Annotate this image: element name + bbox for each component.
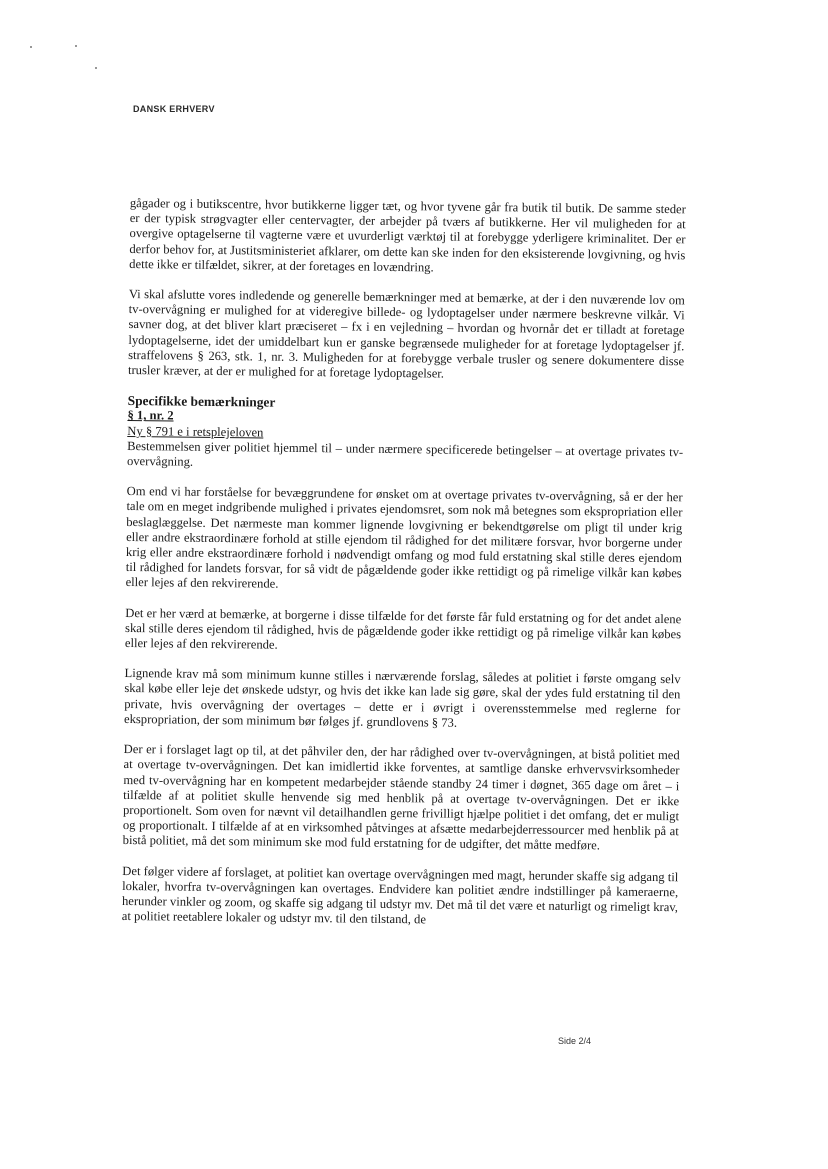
paragraph: Lignende krav må som minimum kunne stilles i nærværende forslag, således at politiet i første omgang selv skal købe eller leje det ønskede udstyr, og hvis det ikke kan lade sig gøre, skal der ydes fuld erstatning til den private, hvis overvågning der overtages – dette er i øvrigt i overensstemmelse med reglerne for ekspropriation, der som minimum bør følges jf. grundlovens § 73. [123,666,681,730]
section-intro: Bestemmelsen giver politiet hjemmel til – under nærmere specificerede betingelser – at overtage privates tv-overvågning. [126,438,684,469]
scan-speck [75,45,77,47]
paragraph: gågader og i butikscentre, hvor butikkerne ligger tæt, og hvor tyvene går fra butik til butik. De samme steder er der typisk strøgvagter eller centervagter, der arbejder på tværs af butikkerne. Her vil muligheden for at overgive optagelserne til vagterne være et uvurderligt værktøj til at forebygge yderligere kriminalitet. Der er derfor behov for, at Justitsministeriet afklarer, om dette kan ske inden for den eksisterende lovgivning, og hvis dette ikke er tilfældet, sikrer, at der foretages en lovændring. [129,196,686,275]
scan-speck [95,67,97,69]
paragraph: Det følger videre af forslaget, at politiet kan overtage overvågningen med magt, herunder skaffe sig adgang til lokaler, hvorfra tv-overvågningen kan overtages. Endvidere kan politiet ændre indstillinger på kameraerne, herunder vinkler og zoom, og skaffe sig adgang til udstyr mv. Det må til det være et naturligt og rimeligt krav, at politiet reetablere lokaler og udstyr mv. til den tilstand, de [121,863,679,927]
section-reference: Ny § 791 e i retsplejeloven [127,423,264,440]
paragraph: Det er her værd at bemærke, at borgerne i disse tilfælde for det første får fuld erstatning og for det andet alene skal stille deres ejendom til rådighed, hvis de pågældende goder ikke rettidigt og på rimelige vilkår kan købes eller lejes af den rekvirerende. [124,605,682,652]
paragraph: Der er i forslaget lagt op til, at det påhviler den, der har rådighed over tv-overvågningen, at bistå politiet med at overtage tv-overvågningen. Det kan imidlertid ikke forventes, at samtlige danske erhvervsvirksomheder med tv-overvågning har en kompetent medarbejder stående standby 24 timer i døgnet, 365 dage om året – i tilfælde af at politiet skulle henvende sig med henblik på at overtage tv-overvågningen. Det er ikke proportionelt. Som oven for nævnt vil detailhandlen gerne frivilligt hjælpe politiet i det omfang, det er muligt og proportionalt. I tilfælde af at en virksomhed påtvinges at afsætte medarbejderressourcer med henblik på at bistå politiet, må det som minimum ske mod fuld erstatning for de udgifter, det måtte medføre. [122,742,680,853]
paragraph: Om end vi har forståelse for bevæggrundene for ønsket om at overtage privates tv-overvågning, så er der her tale om en meget indgribende mulighed i privates ejendomsret, som nok må betegnes som ekspropriation eller beslaglæggelse. Det nærmeste man kommer lignende lovgivning er bekendtgørelse om pligt til under krig eller andre ekstraordinære forhold at stille ejendom til rådighed for det militære forsvar, hvor borgerne under krig eller andre ekstraordinære forhold i nødvendigt omfang og mod fuld erstatning skal stille deres ejendom til rådighed for landets forsvar, for så vidt de pågældende goder ikke rettidigt og på rimelige vilkår kan købes eller lejes af den rekvirerende. [125,484,683,592]
letter-body [122,196,686,946]
scan-speck [30,46,32,48]
company-header: DANSK ERHVERV [133,104,215,114]
paragraph: Vi skal afslutte vores indledende og generelle bemærkninger med at bemærke, at der i den nuværende lov om tv-overvågning er mulighed for at videregive billede- og lydoptagelser under nærmere beskrevne vilkår. Vi savner dog, at det bliver klart præciseret – fx i en vejledning – hvordan og hvornår det er tilladt at foretage lydoptagelserne, idet der umiddelbart kun er ganske begrænsede muligheder for at foretage lydoptagelser jf. straffelovens § 263, stk. 1, nr. 3. Muligheden for at forebygge verbale trusler og senere dokumentere disse trusler kræver, at der er mulighed for at foretage lydoptagelser. [127,287,685,381]
section-subtitle: § 1, nr. 2 [127,408,174,423]
section-title: Specifikke bemærkninger [127,393,276,410]
page-number: Side 2/4 [558,1036,592,1046]
